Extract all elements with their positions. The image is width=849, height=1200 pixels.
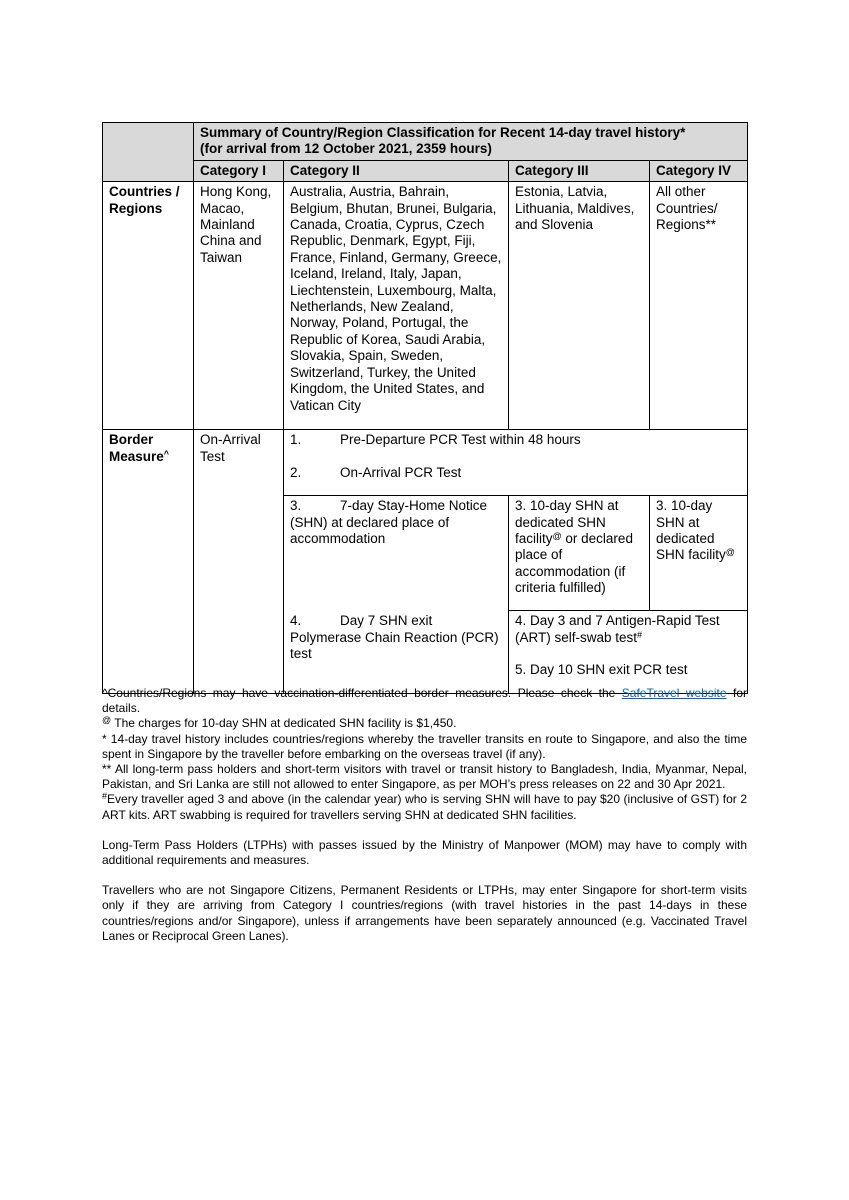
measure-item-3-cat2 — [290, 498, 502, 547]
category-ii-header: Category II — [284, 160, 509, 181]
border-measure-label-text: Border Measure — [109, 432, 164, 464]
measure-item-3-cat2-text: 7-day Stay-Home Notice (SHN) at declared place of accommodation — [290, 498, 488, 547]
measure-item-2-number: 2. — [290, 464, 302, 480]
measure-item-4-cat2-text: Day 7 SHN exit Polymerase Chain Reaction (PCR) test — [290, 613, 499, 662]
note-double-asterisk: ** All long-term pass holders and short-term visitors with travel or transit history to Bangladesh, India, Myanmar, Nepal, Pakistan, and Sri Lanka are still not allowed to enter Singapore, as per MOH’s press releases on 22 and 30 Apr 2021. — [102, 762, 747, 792]
note-at-mark: @ — [102, 715, 112, 726]
table-title — [194, 123, 748, 161]
note-hash-text: Every traveller aged 3 and above (in the calendar year) who is serving SHN will have to pay $20 (inclusive of GST) for 2 ART kits. ART swabbing is required for travellers serving SHN at dedicated SHN facilities. — [102, 792, 747, 822]
measure-item-1-text: Pre-Departure PCR Test within 48 hours — [340, 432, 581, 448]
category-iii-iv-test-measures — [509, 611, 748, 694]
table-title-line2: (for arrival from 12 October 2021, 2359 hours) — [200, 141, 492, 157]
note-hash-mark: # — [102, 791, 108, 802]
category-iii-header: Category III — [509, 160, 650, 181]
art-hash-mark: # — [637, 629, 643, 640]
note-caret-text-end: for details. — [102, 686, 747, 716]
note-at-text: The charges for 10-day SHN at dedicated SHN facility is $1,450. — [111, 716, 457, 731]
border-measure-caret-mark: ^ — [163, 448, 170, 459]
category-iii-shn-measure — [509, 496, 650, 611]
cat3-shn-text-a: 3. 10-day SHN at dedicated SHN facility — [515, 498, 619, 547]
note-at — [102, 716, 747, 731]
safetravel-website-link[interactable]: SafeTravel website — [621, 686, 727, 700]
note-caret — [102, 686, 747, 716]
classification-table — [102, 122, 748, 694]
measure-item-1 — [290, 432, 741, 448]
cat3-shn-text-b: or declared place of accommodation (if criteria fulfilled) — [515, 531, 633, 596]
measure-item-5-cat34: 5. Day 10 SHN exit PCR test — [515, 662, 688, 678]
note-hash — [102, 792, 747, 822]
category-iv-header: Category IV — [650, 160, 748, 181]
countries-row-label: Countries / Regions — [103, 182, 194, 430]
category-i-countries: Hong Kong, Macao, Mainland China and Taiwan — [194, 182, 284, 430]
short-term-visitors-paragraph: Travellers who are not Singapore Citizens, Permanent Residents or LTPHs, may enter Singapore for short-term visits only if they are arriving from Category I countries/regions (with travel histories in the past 14-days in these countries/regions and/or Singapore), unless if arrangements have been separately announced (e.g. Vaccinated Travel Lanes or Reciprocal Green Lanes). — [102, 883, 747, 943]
measure-item-2-text: On-Arrival PCR Test — [340, 464, 462, 480]
category-i-border-measure: On-Arrival Test — [194, 430, 284, 694]
note-asterisk: * 14-day travel history includes countries/regions whereby the traveller transits en route to Singapore, and also the time spent in Singapore by the traveller before embarking on the overseas travel (if any). — [102, 731, 747, 761]
category-ii-shn-measures — [284, 496, 509, 694]
notes-section — [102, 686, 747, 944]
measure-item-2 — [290, 465, 741, 481]
measure-item-1-number: 1. — [290, 432, 302, 448]
cat4-shn-text: 3. 10-day SHN at dedicated SHN facility — [656, 498, 726, 563]
note-caret-text: ^Countries/Regions may have vaccination-differentiated border measures. Please check the — [102, 686, 622, 700]
cat3-shn-at-mark: @ — [552, 531, 562, 542]
measure-item-4-cat2-number: 4. — [290, 613, 302, 629]
category-iv-countries: All other Countries/ Regions** — [650, 182, 748, 430]
category-i-header: Category I — [194, 160, 284, 181]
measure-item-4-cat2 — [290, 613, 502, 662]
category-iv-shn-measure — [650, 496, 748, 611]
cat4-shn-at-mark: @ — [725, 547, 735, 558]
measure-item-4-cat34 — [515, 613, 741, 646]
category-ii-countries: Australia, Austria, Bahrain, Belgium, Bhutan, Brunei, Bulgaria, Canada, Croatia, Cyprus, Czech Republic, Denmark, Egypt, Fiji, France, Finland, Germany, Greece, Iceland, Ireland, Italy, Japan, Liechtenstein, Luxembourg, Malta, Netherlands, New Zealand, Norway, Poland, Portugal, the Republic of Korea, Saudi Arabia, Slovakia, Spain, Sweden, Switzerland, Turkey, the United Kingdom, the United States, and Vatican City — [284, 182, 509, 430]
measure-item-4-cat34-text: 4. Day 3 and 7 Antigen-Rapid Test (ART) self-swab test — [515, 613, 720, 645]
common-measures-cell — [284, 430, 748, 496]
table-title-line1: Summary of Country/Region Classification for Recent 14-day travel history* — [200, 125, 686, 140]
measure-item-3-cat2-number: 3. — [290, 498, 302, 514]
category-iii-countries: Estonia, Latvia, Lithuania, Maldives, and Slovenia — [509, 182, 650, 430]
border-measure-label — [103, 430, 194, 694]
ltph-paragraph: Long-Term Pass Holders (LTPHs) with passes issued by the Ministry of Manpower (MOM) may have to comply with additional requirements and measures. — [102, 837, 747, 868]
table-corner-cell — [103, 123, 194, 182]
